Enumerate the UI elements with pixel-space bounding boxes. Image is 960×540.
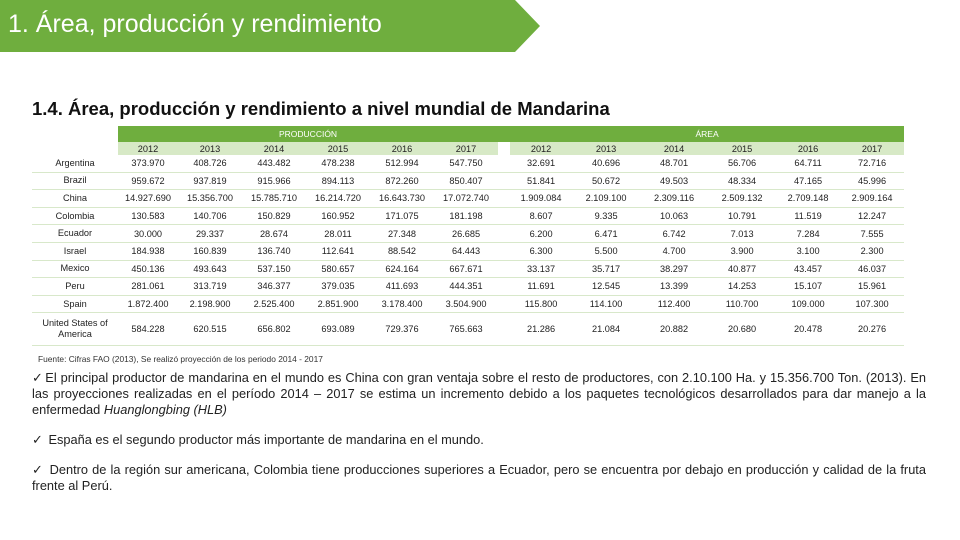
country-cell bbox=[32, 190, 118, 208]
value-cell: 112.641 bbox=[306, 242, 370, 260]
value-cell: 16.643.730 bbox=[370, 190, 434, 208]
value-cell: 12.247 bbox=[840, 207, 904, 225]
data-table bbox=[32, 126, 904, 346]
gap-cell bbox=[498, 295, 510, 313]
value-cell: 2.300 bbox=[840, 242, 904, 260]
value-cell: 7.555 bbox=[840, 225, 904, 243]
title-banner bbox=[0, 0, 540, 52]
value-cell: 2.525.400 bbox=[242, 295, 306, 313]
country-cell bbox=[32, 242, 118, 260]
value-cell: 50.672 bbox=[572, 172, 640, 190]
country-name: Ecuador bbox=[57, 228, 93, 239]
value-cell: 584.228 bbox=[118, 313, 178, 346]
value-cell: 171.075 bbox=[370, 207, 434, 225]
value-cell: 13.399 bbox=[640, 278, 708, 296]
value-cell: 1.909.084 bbox=[510, 190, 572, 208]
bullet-item bbox=[32, 370, 926, 418]
value-cell: 547.750 bbox=[434, 155, 498, 172]
value-cell: 313.719 bbox=[178, 278, 242, 296]
value-cell: 20.680 bbox=[708, 313, 776, 346]
year-header: 2012 bbox=[118, 142, 178, 155]
value-cell: 33.137 bbox=[510, 260, 572, 278]
value-cell: 10.063 bbox=[640, 207, 708, 225]
table-row bbox=[32, 242, 904, 260]
bullet-text: Dentro de la región sur americana, Colombia tiene producciones superiores a Ecuador, pero se encuentra por debajo en producción y calidad de la fruta frente al Perú. bbox=[32, 462, 926, 493]
source-note: Fuente: Cifras FAO (2013), Se realizó proyección de los periodo 2014 - 2017 bbox=[38, 354, 323, 364]
value-cell: 3.900 bbox=[708, 242, 776, 260]
gap-cell bbox=[498, 207, 510, 225]
value-cell: 17.072.740 bbox=[434, 190, 498, 208]
value-cell: 88.542 bbox=[370, 242, 434, 260]
year-header: 2015 bbox=[306, 142, 370, 155]
value-cell: 9.335 bbox=[572, 207, 640, 225]
table-row bbox=[32, 313, 904, 346]
gap-cell bbox=[498, 190, 510, 208]
gap-cell bbox=[498, 155, 510, 172]
value-cell: 12.545 bbox=[572, 278, 640, 296]
value-cell: 28.011 bbox=[306, 225, 370, 243]
value-cell: 5.500 bbox=[572, 242, 640, 260]
value-cell: 48.334 bbox=[708, 172, 776, 190]
country-name: Mexico bbox=[60, 263, 90, 274]
country-cell bbox=[32, 278, 118, 296]
group-header-row bbox=[32, 126, 904, 142]
value-cell: 181.198 bbox=[434, 207, 498, 225]
value-cell: 478.238 bbox=[306, 155, 370, 172]
value-cell: 49.503 bbox=[640, 172, 708, 190]
value-cell: 21.084 bbox=[572, 313, 640, 346]
value-cell: 450.136 bbox=[118, 260, 178, 278]
value-cell: 64.443 bbox=[434, 242, 498, 260]
corner-cell bbox=[32, 126, 118, 142]
value-cell: 26.685 bbox=[434, 225, 498, 243]
year-header: 2016 bbox=[776, 142, 840, 155]
value-cell: 3.504.900 bbox=[434, 295, 498, 313]
year-header: 2015 bbox=[708, 142, 776, 155]
value-cell: 411.693 bbox=[370, 278, 434, 296]
value-cell: 136.740 bbox=[242, 242, 306, 260]
value-cell: 130.583 bbox=[118, 207, 178, 225]
value-cell: 51.841 bbox=[510, 172, 572, 190]
value-cell: 2.909.164 bbox=[840, 190, 904, 208]
value-cell: 64.711 bbox=[776, 155, 840, 172]
value-cell: 40.877 bbox=[708, 260, 776, 278]
value-cell: 140.706 bbox=[178, 207, 242, 225]
checkmark-icon: ✓ bbox=[32, 462, 44, 477]
gap-cell bbox=[498, 278, 510, 296]
value-cell: 281.061 bbox=[118, 278, 178, 296]
value-cell: 45.996 bbox=[840, 172, 904, 190]
bullet-item bbox=[32, 432, 926, 448]
value-cell: 15.961 bbox=[840, 278, 904, 296]
value-cell: 160.952 bbox=[306, 207, 370, 225]
value-cell: 620.515 bbox=[178, 313, 242, 346]
year-header: 2014 bbox=[242, 142, 306, 155]
value-cell: 959.672 bbox=[118, 172, 178, 190]
value-cell: 512.994 bbox=[370, 155, 434, 172]
table-row bbox=[32, 225, 904, 243]
value-cell: 20.882 bbox=[640, 313, 708, 346]
value-cell: 2.309.116 bbox=[640, 190, 708, 208]
country-name: United States of America bbox=[42, 318, 108, 340]
value-cell: 150.829 bbox=[242, 207, 306, 225]
table-row bbox=[32, 260, 904, 278]
country-name: Spain bbox=[63, 298, 87, 309]
gap-cell bbox=[498, 225, 510, 243]
value-cell: 47.165 bbox=[776, 172, 840, 190]
value-cell: 444.351 bbox=[434, 278, 498, 296]
bullet-text: España es el segundo productor más importante de mandarina en el mundo. bbox=[44, 432, 484, 447]
value-cell: 2.198.900 bbox=[178, 295, 242, 313]
value-cell: 667.671 bbox=[434, 260, 498, 278]
value-cell: 7.013 bbox=[708, 225, 776, 243]
value-cell: 14.927.690 bbox=[118, 190, 178, 208]
gap-cell bbox=[498, 313, 510, 346]
year-header-blank bbox=[32, 142, 118, 155]
value-cell: 43.457 bbox=[776, 260, 840, 278]
checkmark-icon: ✓ bbox=[32, 370, 44, 385]
value-cell: 72.716 bbox=[840, 155, 904, 172]
value-cell: 21.286 bbox=[510, 313, 572, 346]
value-cell: 10.791 bbox=[708, 207, 776, 225]
value-cell: 8.607 bbox=[510, 207, 572, 225]
group-gap bbox=[498, 126, 510, 142]
value-cell: 3.178.400 bbox=[370, 295, 434, 313]
value-cell: 6.300 bbox=[510, 242, 572, 260]
country-cell bbox=[32, 225, 118, 243]
value-cell: 110.700 bbox=[708, 295, 776, 313]
value-cell: 693.089 bbox=[306, 313, 370, 346]
value-cell: 4.700 bbox=[640, 242, 708, 260]
value-cell: 11.519 bbox=[776, 207, 840, 225]
country-cell bbox=[32, 172, 118, 190]
value-cell: 729.376 bbox=[370, 313, 434, 346]
value-cell: 493.643 bbox=[178, 260, 242, 278]
value-cell: 537.150 bbox=[242, 260, 306, 278]
year-header: 2017 bbox=[434, 142, 498, 155]
value-cell: 112.400 bbox=[640, 295, 708, 313]
value-cell: 28.674 bbox=[242, 225, 306, 243]
value-cell: 30.000 bbox=[118, 225, 178, 243]
country-cell bbox=[32, 295, 118, 313]
value-cell: 14.253 bbox=[708, 278, 776, 296]
value-cell: 937.819 bbox=[178, 172, 242, 190]
year-header: 2012 bbox=[510, 142, 572, 155]
value-cell: 2.109.100 bbox=[572, 190, 640, 208]
value-cell: 580.657 bbox=[306, 260, 370, 278]
value-cell: 346.377 bbox=[242, 278, 306, 296]
bullet-list bbox=[32, 370, 926, 508]
value-cell: 16.214.720 bbox=[306, 190, 370, 208]
value-cell: 107.300 bbox=[840, 295, 904, 313]
gap-cell bbox=[498, 260, 510, 278]
value-cell: 408.726 bbox=[178, 155, 242, 172]
country-cell bbox=[32, 207, 118, 225]
country-name: Peru bbox=[65, 280, 85, 291]
table-row bbox=[32, 155, 904, 172]
table-row bbox=[32, 278, 904, 296]
value-cell: 3.100 bbox=[776, 242, 840, 260]
year-header-row bbox=[32, 142, 904, 155]
value-cell: 2.851.900 bbox=[306, 295, 370, 313]
value-cell: 20.478 bbox=[776, 313, 840, 346]
country-name: Israel bbox=[63, 245, 87, 256]
country-cell bbox=[32, 313, 118, 346]
table-body bbox=[32, 155, 904, 346]
value-cell: 11.691 bbox=[510, 278, 572, 296]
year-header: 2013 bbox=[178, 142, 242, 155]
value-cell: 656.802 bbox=[242, 313, 306, 346]
country-name: Brazil bbox=[63, 175, 87, 186]
value-cell: 443.482 bbox=[242, 155, 306, 172]
value-cell: 379.035 bbox=[306, 278, 370, 296]
bullet-item bbox=[32, 462, 926, 494]
value-cell: 109.000 bbox=[776, 295, 840, 313]
value-cell: 115.800 bbox=[510, 295, 572, 313]
value-cell: 894.113 bbox=[306, 172, 370, 190]
value-cell: 114.100 bbox=[572, 295, 640, 313]
bullet-text: El principal productor de mandarina en el mundo es China con gran ventaja sobre el resto de productores, con 2.10.100 Ha. y 15.356.700 Ton. (2013). En las proyecciones realizadas en el período 2014 – 2017 se estima un incremento debido a los paquetes tecnológicos desarrollados para dar manejo a la enfermedad bbox=[32, 370, 926, 417]
value-cell: 872.260 bbox=[370, 172, 434, 190]
value-cell: 915.966 bbox=[242, 172, 306, 190]
value-cell: 2.709.148 bbox=[776, 190, 840, 208]
bullet-italic-term: Huanglongbing (HLB) bbox=[103, 402, 227, 417]
gap-cell bbox=[498, 172, 510, 190]
value-cell: 32.691 bbox=[510, 155, 572, 172]
value-cell: 15.107 bbox=[776, 278, 840, 296]
checkmark-icon: ✓ bbox=[32, 432, 43, 447]
value-cell: 15.356.700 bbox=[178, 190, 242, 208]
table-row bbox=[32, 190, 904, 208]
year-header: 2014 bbox=[640, 142, 708, 155]
country-name: Colombia bbox=[55, 210, 95, 221]
value-cell: 184.938 bbox=[118, 242, 178, 260]
section-title: 1.4. Área, producción y rendimiento a nivel mundial de Mandarina bbox=[32, 98, 610, 119]
value-cell: 6.742 bbox=[640, 225, 708, 243]
value-cell: 38.297 bbox=[640, 260, 708, 278]
value-cell: 160.839 bbox=[178, 242, 242, 260]
country-name: China bbox=[62, 192, 87, 203]
value-cell: 15.785.710 bbox=[242, 190, 306, 208]
value-cell: 850.407 bbox=[434, 172, 498, 190]
year-header: 2013 bbox=[572, 142, 640, 155]
value-cell: 373.970 bbox=[118, 155, 178, 172]
country-cell bbox=[32, 155, 118, 172]
country-name: Argentina bbox=[55, 157, 95, 168]
value-cell: 6.471 bbox=[572, 225, 640, 243]
value-cell: 46.037 bbox=[840, 260, 904, 278]
value-cell: 27.348 bbox=[370, 225, 434, 243]
value-cell: 40.696 bbox=[572, 155, 640, 172]
value-cell: 624.164 bbox=[370, 260, 434, 278]
table-row bbox=[32, 207, 904, 225]
gap-cell bbox=[498, 242, 510, 260]
value-cell: 7.284 bbox=[776, 225, 840, 243]
year-header: 2017 bbox=[840, 142, 904, 155]
value-cell: 29.337 bbox=[178, 225, 242, 243]
table-row bbox=[32, 295, 904, 313]
value-cell: 2.509.132 bbox=[708, 190, 776, 208]
year-header: 2016 bbox=[370, 142, 434, 155]
value-cell: 1.872.400 bbox=[118, 295, 178, 313]
country-cell bbox=[32, 260, 118, 278]
year-header-gap bbox=[498, 142, 510, 155]
group-header-produccion: PRODUCCIÓN bbox=[118, 126, 498, 142]
value-cell: 6.200 bbox=[510, 225, 572, 243]
page-title: 1. Área, producción y rendimiento bbox=[8, 10, 382, 38]
value-cell: 20.276 bbox=[840, 313, 904, 346]
value-cell: 35.717 bbox=[572, 260, 640, 278]
value-cell: 765.663 bbox=[434, 313, 498, 346]
group-header-area: ÁREA bbox=[510, 126, 904, 142]
value-cell: 56.706 bbox=[708, 155, 776, 172]
value-cell: 48.701 bbox=[640, 155, 708, 172]
table-row bbox=[32, 172, 904, 190]
